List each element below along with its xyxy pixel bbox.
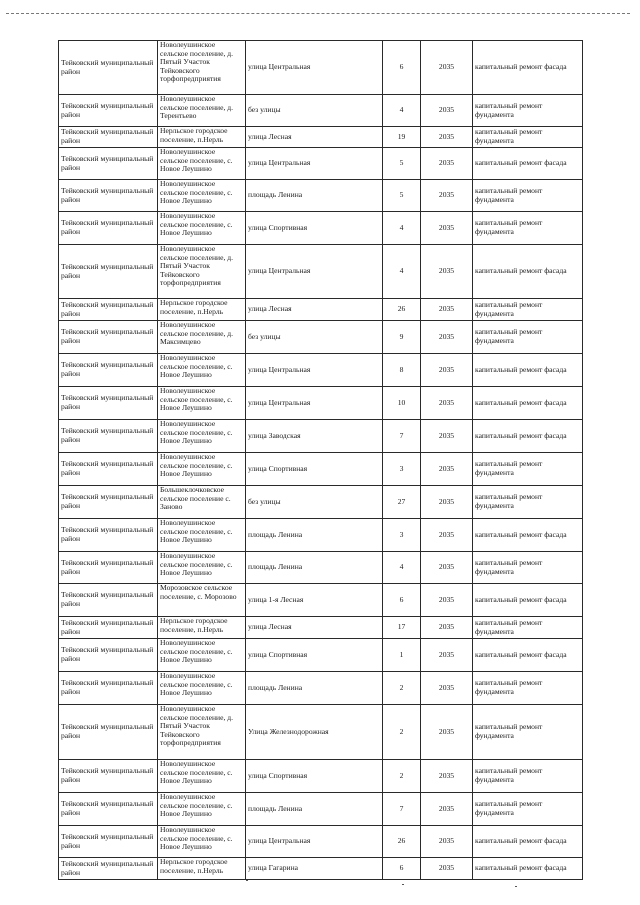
cell-municipality: Тейковский муниципальный район: [59, 858, 158, 880]
cell-year: 2035: [421, 519, 473, 552]
cell-work-type: капитальный ремонт фундамента: [473, 705, 583, 760]
cell-work-type: капитальный ремонт фасада: [473, 826, 583, 858]
cell-year: 2035: [421, 180, 473, 212]
cell-work-type: капитальный ремонт фасада: [473, 354, 583, 387]
cell-municipality: Тейковский муниципальный район: [59, 584, 158, 617]
cell-year: 2035: [421, 760, 473, 793]
cell-street: улица Центральная: [246, 148, 383, 180]
cell-house-number: 7: [383, 793, 421, 826]
cell-municipality: Тейковский муниципальный район: [59, 41, 158, 95]
cell-house-number: 6: [383, 858, 421, 880]
cell-street: улица Центральная: [246, 41, 383, 95]
cell-street: улица Центральная: [246, 354, 383, 387]
cell-street: площадь Ленина: [246, 672, 383, 705]
cell-house-number: 6: [383, 41, 421, 95]
cell-street: улица Заводская: [246, 420, 383, 453]
cell-work-type: капитальный ремонт фасада: [473, 148, 583, 180]
cell-street: улица Спортивная: [246, 453, 383, 486]
cell-settlement: Новолеушинское сельское поселение, д. Терентьево: [158, 95, 246, 127]
cell-work-type: капитальный ремонт фасада: [473, 584, 583, 617]
cell-house-number: 4: [383, 212, 421, 245]
cell-work-type: капитальный ремонт фасада: [473, 519, 583, 552]
table-row: [59, 95, 583, 127]
cell-municipality: Тейковский муниципальный район: [59, 148, 158, 180]
cell-municipality: Тейковский муниципальный район: [59, 95, 158, 127]
cell-year: 2035: [421, 486, 473, 519]
table-row: [59, 672, 583, 705]
cell-work-type: капитальный ремонт фундамента: [473, 793, 583, 826]
cell-settlement: Нерльское городское поселение, п.Нерль: [158, 299, 246, 321]
cell-street: площадь Ленина: [246, 519, 383, 552]
cell-settlement: Большеклочковское сельское поселение с. Заново: [158, 486, 246, 519]
cell-settlement: Новолеушинское сельское поселение, д. Пятый Участок Тейковского торфопредприятия: [158, 245, 246, 299]
table-row: [59, 552, 583, 584]
cell-municipality: Тейковский муниципальный район: [59, 486, 158, 519]
cell-street: улица Центральная: [246, 245, 383, 299]
cell-settlement: Нерльское городское поселение, п.Нерль: [158, 617, 246, 639]
table-row: [59, 354, 583, 387]
cell-work-type: капитальный ремонт фундамента: [473, 672, 583, 705]
table-row: [59, 793, 583, 826]
cell-year: 2035: [421, 858, 473, 880]
table-row: [59, 584, 583, 617]
cell-street: улица Гагарина: [246, 858, 383, 880]
cell-house-number: 3: [383, 519, 421, 552]
cell-municipality: Тейковский муниципальный район: [59, 705, 158, 760]
cell-work-type: капитальный ремонт фасада: [473, 420, 583, 453]
table-row: [59, 420, 583, 453]
cell-house-number: 2: [383, 672, 421, 705]
cell-house-number: 2: [383, 705, 421, 760]
cell-settlement: Новолеушинское сельское поселение, с. Новое Леушино: [158, 519, 246, 552]
cell-street: улица Лесная: [246, 617, 383, 639]
cell-municipality: Тейковский муниципальный район: [59, 826, 158, 858]
cell-work-type: капитальный ремонт фундамента: [473, 321, 583, 354]
table-row: [59, 639, 583, 672]
cell-year: 2035: [421, 387, 473, 420]
cell-settlement: Новолеушинское сельское поселение, с. Новое Леушино: [158, 672, 246, 705]
cell-street: улица Спортивная: [246, 212, 383, 245]
cell-house-number: 5: [383, 148, 421, 180]
table-row: [59, 387, 583, 420]
cell-municipality: Тейковский муниципальный район: [59, 453, 158, 486]
cell-municipality: Тейковский муниципальный район: [59, 519, 158, 552]
cell-house-number: 9: [383, 321, 421, 354]
cell-year: 2035: [421, 95, 473, 127]
cell-work-type: капитальный ремонт фундамента: [473, 486, 583, 519]
cell-settlement: Новолеушинское сельское поселение, с. Новое Леушино: [158, 354, 246, 387]
table-row: [59, 212, 583, 245]
cell-street: Улица Железнодорожная: [246, 705, 383, 760]
cell-year: 2035: [421, 552, 473, 584]
table-row: [59, 127, 583, 148]
cell-settlement: Новолеушинское сельское поселение, с. Новое Леушино: [158, 826, 246, 858]
cell-settlement: Новолеушинское сельское поселение, д. Пятый Участок Тейковского торфопредприятия: [158, 41, 246, 95]
cell-house-number: 26: [383, 826, 421, 858]
cell-work-type: капитальный ремонт фасада: [473, 858, 583, 880]
cell-year: 2035: [421, 826, 473, 858]
cell-work-type: капитальный ремонт фундамента: [473, 299, 583, 321]
table-row: [59, 180, 583, 212]
cell-settlement: Новолеушинское сельское поселение, с. Новое Леушино: [158, 212, 246, 245]
cell-house-number: 5: [383, 180, 421, 212]
cell-year: 2035: [421, 354, 473, 387]
table-row: [59, 148, 583, 180]
cell-house-number: 19: [383, 127, 421, 148]
cell-year: 2035: [421, 584, 473, 617]
cell-work-type: капитальный ремонт фундамента: [473, 617, 583, 639]
cell-year: 2035: [421, 321, 473, 354]
table-row: [59, 299, 583, 321]
table-row: [59, 453, 583, 486]
cell-municipality: Тейковский муниципальный район: [59, 617, 158, 639]
table-row: [59, 519, 583, 552]
cell-municipality: Тейковский муниципальный район: [59, 354, 158, 387]
cell-work-type: капитальный ремонт фасада: [473, 639, 583, 672]
cell-municipality: Тейковский муниципальный район: [59, 321, 158, 354]
cell-municipality: Тейковский муниципальный район: [59, 299, 158, 321]
cell-work-type: капитальный ремонт фундамента: [473, 95, 583, 127]
cell-work-type: капитальный ремонт фундамента: [473, 453, 583, 486]
cell-work-type: капитальный ремонт фундамента: [473, 552, 583, 584]
cell-year: 2035: [421, 705, 473, 760]
cell-work-type: капитальный ремонт фундамента: [473, 212, 583, 245]
cell-settlement: Новолеушинское сельское поселение, с. Новое Леушино: [158, 760, 246, 793]
cell-street: улица 1-я Лесная: [246, 584, 383, 617]
cell-house-number: 27: [383, 486, 421, 519]
cell-street: без улицы: [246, 321, 383, 354]
table-row: [59, 705, 583, 760]
cell-work-type: капитальный ремонт фасада: [473, 245, 583, 299]
cell-settlement: Нерльское городское поселение, п.Нерль: [158, 127, 246, 148]
cell-street: улица Спортивная: [246, 639, 383, 672]
cell-street: площадь Ленина: [246, 793, 383, 826]
cell-street: улица Спортивная: [246, 760, 383, 793]
cell-house-number: 10: [383, 387, 421, 420]
repair-schedule-table: [58, 40, 583, 880]
cell-municipality: Тейковский муниципальный район: [59, 245, 158, 299]
cell-settlement: Новолеушинское сельское поселение, д. Максимцево: [158, 321, 246, 354]
cell-work-type: капитальный ремонт фундамента: [473, 760, 583, 793]
table-row: [59, 858, 583, 880]
cell-year: 2035: [421, 453, 473, 486]
cell-municipality: Тейковский муниципальный район: [59, 212, 158, 245]
cell-house-number: 3: [383, 453, 421, 486]
table-row: [59, 617, 583, 639]
cell-house-number: 1: [383, 639, 421, 672]
cell-settlement: Морозовское сельское поселение, с. Морозово: [158, 584, 246, 617]
cell-year: 2035: [421, 639, 473, 672]
cell-house-number: 8: [383, 354, 421, 387]
cell-settlement: Новолеушинское сельское поселение, с. Новое Леушино: [158, 552, 246, 584]
cell-year: 2035: [421, 41, 473, 95]
table-row: [59, 41, 583, 95]
cell-house-number: 2: [383, 760, 421, 793]
cell-street: улица Центральная: [246, 826, 383, 858]
cell-street: улица Центральная: [246, 387, 383, 420]
cell-house-number: 6: [383, 584, 421, 617]
cell-house-number: 4: [383, 552, 421, 584]
cell-street: без улицы: [246, 95, 383, 127]
scan-top-border: [6, 13, 630, 14]
cell-year: 2035: [421, 672, 473, 705]
table-row: [59, 760, 583, 793]
cell-year: 2035: [421, 617, 473, 639]
cell-work-type: капитальный ремонт фундамента: [473, 180, 583, 212]
table-row: [59, 486, 583, 519]
cell-settlement: Новолеушинское сельское поселение, с. Новое Леушино: [158, 420, 246, 453]
cell-settlement: Новолеушинское сельское поселение, с. Новое Леушино: [158, 793, 246, 826]
cell-house-number: 4: [383, 245, 421, 299]
cell-street: улица Лесная: [246, 299, 383, 321]
cell-year: 2035: [421, 299, 473, 321]
cell-municipality: Тейковский муниципальный район: [59, 552, 158, 584]
cell-municipality: Тейковский муниципальный район: [59, 639, 158, 672]
cell-street: площадь Ленина: [246, 552, 383, 584]
cell-settlement: Новолеушинское сельское поселение, с. Новое Леушино: [158, 387, 246, 420]
table-body: [59, 41, 583, 880]
cell-house-number: 7: [383, 420, 421, 453]
cell-work-type: капитальный ремонт фундамента: [473, 127, 583, 148]
cell-settlement: Нерльское городское поселение, п.Нерль: [158, 858, 246, 880]
cell-year: 2035: [421, 212, 473, 245]
cell-municipality: Тейковский муниципальный район: [59, 127, 158, 148]
cell-settlement: Новолеушинское сельское поселение, с. Новое Леушино: [158, 148, 246, 180]
cell-house-number: 4: [383, 95, 421, 127]
cell-year: 2035: [421, 127, 473, 148]
cell-settlement: Новолеушинское сельское поселение, с. Новое Леушино: [158, 639, 246, 672]
cell-street: площадь Ленина: [246, 180, 383, 212]
cell-year: 2035: [421, 245, 473, 299]
cell-work-type: капитальный ремонт фасада: [473, 41, 583, 95]
cell-house-number: 26: [383, 299, 421, 321]
cell-street: улица Лесная: [246, 127, 383, 148]
table-row: [59, 321, 583, 354]
table-row: [59, 826, 583, 858]
cell-year: 2035: [421, 420, 473, 453]
cell-municipality: Тейковский муниципальный район: [59, 672, 158, 705]
cell-settlement: Новолеушинское сельское поселение, с. Новое Леушино: [158, 180, 246, 212]
cell-work-type: капитальный ремонт фасада: [473, 387, 583, 420]
cell-street: без улицы: [246, 486, 383, 519]
cell-municipality: Тейковский муниципальный район: [59, 180, 158, 212]
cell-house-number: 17: [383, 617, 421, 639]
cell-municipality: Тейковский муниципальный район: [59, 420, 158, 453]
cell-year: 2035: [421, 148, 473, 180]
cell-municipality: Тейковский муниципальный район: [59, 793, 158, 826]
table-row: [59, 245, 583, 299]
cell-municipality: Тейковский муниципальный район: [59, 387, 158, 420]
cell-settlement: Новолеушинское сельское поселение, с. Новое Леушино: [158, 453, 246, 486]
cell-municipality: Тейковский муниципальный район: [59, 760, 158, 793]
cell-settlement: Новолеушинское сельское поселение, д. Пятый Участок Тейковского торфопредприятия: [158, 705, 246, 760]
cell-year: 2035: [421, 793, 473, 826]
